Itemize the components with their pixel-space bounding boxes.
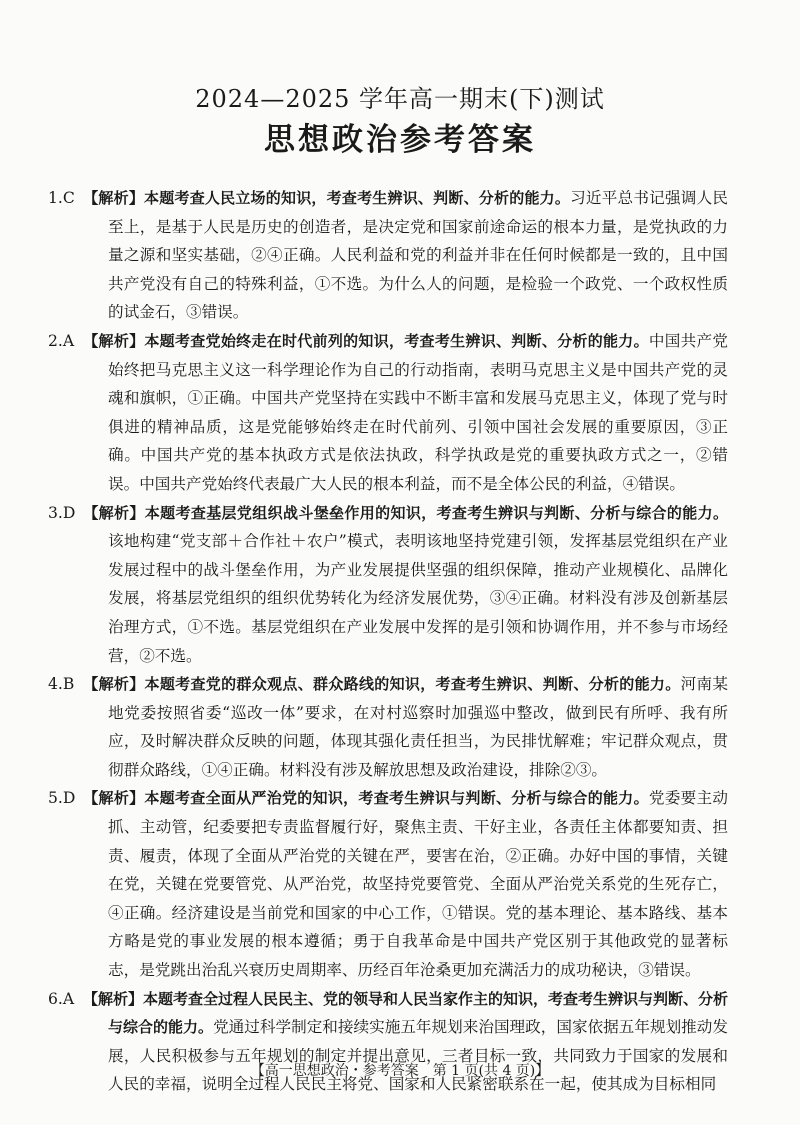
answer-body: 该地构建“党支部＋合作社＋农户”模式，表明该地坚持党建引领，发挥基层党组织在产业发展过程中的战斗堡垒作用，为产业发展提供坚强的组织保障，推动产业规模化、品牌化发展，将基层党组织的组织优势转化为经济发展优势，③④正确。材料没有涉及创新基层治理方式，①不选。基层党组织在产业发展中发挥的是引领和协调作用，并不参与市场经营，②不选。 [108,532,728,665]
answer-body: 习近平总书记强调人民至上，是基于人民是历史的创造者，是决定党和国家前途命运的根本力量，是党执政的力量之源和坚实基础，②④正确。人民利益和党的利益并非在任何时候都是一致的，且中国共产党没有自己的特殊利益，①不选。为什么人的问题，是检验一个政党、一个政权性质的试金石，③错误。 [108,189,728,322]
answer-body: 党委要主动抓、主动管，纪委要把专责监督履行好，聚焦主责、干好主业，各责任主体都要知责、担责、履责，体现了全面从严治党的关键在严，要害在治，②正确。办好中国的事情，关键在党，关键在党要管党、从严治党，故坚持党要管党、全面从严治党关系党的生死存亡，④正确。经济建设是当前党和国家的中心工作，①错误。党的基本理论、基本路线、基本方略是党的事业发展的根本遵循；勇于自我革命是中国共产党区别于其他政党的显著标志，是党跳出治乱兴衰历史周期率、历经百年沧桑更加充满活力的成功秘诀，③错误。 [108,789,728,980]
answer-item-5: 5.D 【解析】本题考查全面从严治党的知识，考查考生辨识与判断、分析与综合的能力。党委要主动抓、主动管，纪委要把专责监督履行好，聚焦主责、干好主业，各责任主体都要知责、担责、履责，体现了全面从严治党的关键在严，要害在治，②正确。办好中国的事情，关键在党，关键在党要管党、从严治党，故坚持党要管党、全面从严治党关系党的生死存亡，④正确。经济建设是当前党和国家的中心工作，①错误。党的基本理论、基本路线、基本方略是党的事业发展的根本遵循；勇于自我革命是中国共产党区别于其他政党的显著标志，是党跳出治乱兴衰历史周期率、历经百年沧桑更加充满活力的成功秘诀，③错误。 [48,789,728,980]
answer-label: 【解析】本题考查党始终走在时代前列的知识，考查考生辨识、判断、分析的能力。 [83,331,649,350]
answer-label: 【解析】本题考查党的群众观点、群众路线的知识，考查考生辨识、判断、分析的能力。 [83,675,681,694]
answer-item-1: 1.C 【解析】本题考查人民立场的知识，考查考生辨识、判断、分析的能力。习近平总书记强调人民至上，是基于人民是历史的创造者，是决定党和国家前途命运的根本力量，是党执政的力量之源和坚实基础，②④正确。人民利益和党的利益并非在任何时候都是一致的，且中国共产党没有自己的特殊利益，①不选。为什么人的问题，是检验一个政党、一个政权性质的试金石，③错误。 [48,189,728,322]
page-footer: 【高一思想政治・参考答案 第 1 页(共 4 页)】 [250,1063,550,1079]
answer-list [48,184,728,1099]
answer-label: 【解析】本题考查基层党组织战斗堡垒作用的知识，考查考生辨识与判断、分析与综合的能力。 [83,503,728,522]
answer-label: 【解析】本题考查全过程人民民主、党的领导和人民当家作主的知识，考查考生辨识与判断、分析与综合的能力。 [82,989,728,1037]
answer-item-4: 4.B 【解析】本题考查党的群众观点、群众路线的知识，考查考生辨识、判断、分析的能力。河南某地党委按照省委“巡改一体”要求，在对村巡察时加强巡中整改，做到民有所呼、我有所应，及时解决群众反映的问题，体现其强化责任担当，为民排忧解难；牢记群众观点，贯彻群众路线，①④正确。材料没有涉及解放思想及政治建设，排除②③。 [48,675,728,779]
answer-label: 【解析】本题考查全面从严治党的知识，考查考生辨识与判断、分析与综合的能力。 [83,789,649,808]
answer-item-6: 6.A 【解析】本题考查全过程人民民主、党的领导和人民当家作主的知识，考查考生辨识与判断、分析与综合的能力。党通过科学制定和接续实施五年规划来治国理政，国家依据五年规划推动发展，人民积极参与五年规划的制定并提出意见，三者目标一致，共同致力于国家的发展和人民的幸福，说明全过程人民民主将党、国家和人民紧密联系在一起，使其成为目标相同 [48,989,728,1094]
answer-label: 【解析】本题考查人民立场的知识，考查考生辨识、判断、分析的能力。 [83,189,571,207]
answer-item-3: 3.D 【解析】本题考查基层党组织战斗堡垒作用的知识，考查考生辨识与判断、分析与综合的能力。该地构建“党支部＋合作社＋农户”模式，表明该地坚持党建引领，发挥基层党组织在产业发展过程中的战斗堡垒作用，为产业发展提供坚强的组织保障，推动产业规模化、品牌化发展，将基层党组织的组织优势转化为经济发展优势，③④正确。材料没有涉及创新基层治理方式，①不选。基层党组织在产业发展中发挥的是引领和协调作用，并不参与市场经营，②不选。 [48,503,728,665]
answer-body: 河南某地党委按照省委“巡改一体”要求，在对村巡察时加强巡中整改，做到民有所呼、我有所应，及时解决群众反映的问题，体现其强化责任担当，为民排忧解难；牢记群众观点，贯彻群众路线，①④正确。材料没有涉及解放思想及政治建设，排除②③。 [108,675,728,779]
page-title: 2024—2025 学年高一期末(下)测试 [195,85,605,113]
answer-item-2: 2.A 【解析】本题考查党始终走在时代前列的知识，考查考生辨识、判断、分析的能力。中国共产党始终把马克思主义这一科学理论作为自己的行动指南，表明马克思主义是中国共产党的灵魂和旗帜，①正确。中国共产党坚持在实践中不断丰富和发展马克思主义，体现了党与时俱进的精神品质，这是党能够始终走在时代前列、引领中国社会发展的重要原因，③正确。中国共产党的基本执政方式是依法执政，科学执政是党的重要执政方式之一，②错误。中国共产党始终代表最广大人民的根本利益，而不是全体公民的利益，④错误。 [48,331,728,493]
page-subtitle: 思想政治参考答案 [264,122,536,158]
answer-body: 中国共产党始终把马克思主义这一科学理论作为自己的行动指南，表明马克思主义是中国共产党的灵魂和旗帜，①正确。中国共产党坚持在实践中不断丰富和发展马克思主义，体现了党与时俱进的精神品质，这是党能够始终走在时代前列、引领中国社会发展的重要原因，③正确。中国共产党的基本执政方式是依法执政，科学执政是党的重要执政方式之一，②错误。中国共产党始终代表最广大人民的根本利益，而不是全体公民的利益，④错误。 [108,331,728,493]
answer-body: 党通过科学制定和接续实施五年规划来治国理政，国家依据五年规划推动发展，人民积极参与五年规划的制定并提出意见，三者目标一致，共同致力于国家的发展和人民的幸福，说明全过程人民民主将党、国家和人民紧密联系在一起，使其成为目标相同 [108,1018,728,1094]
